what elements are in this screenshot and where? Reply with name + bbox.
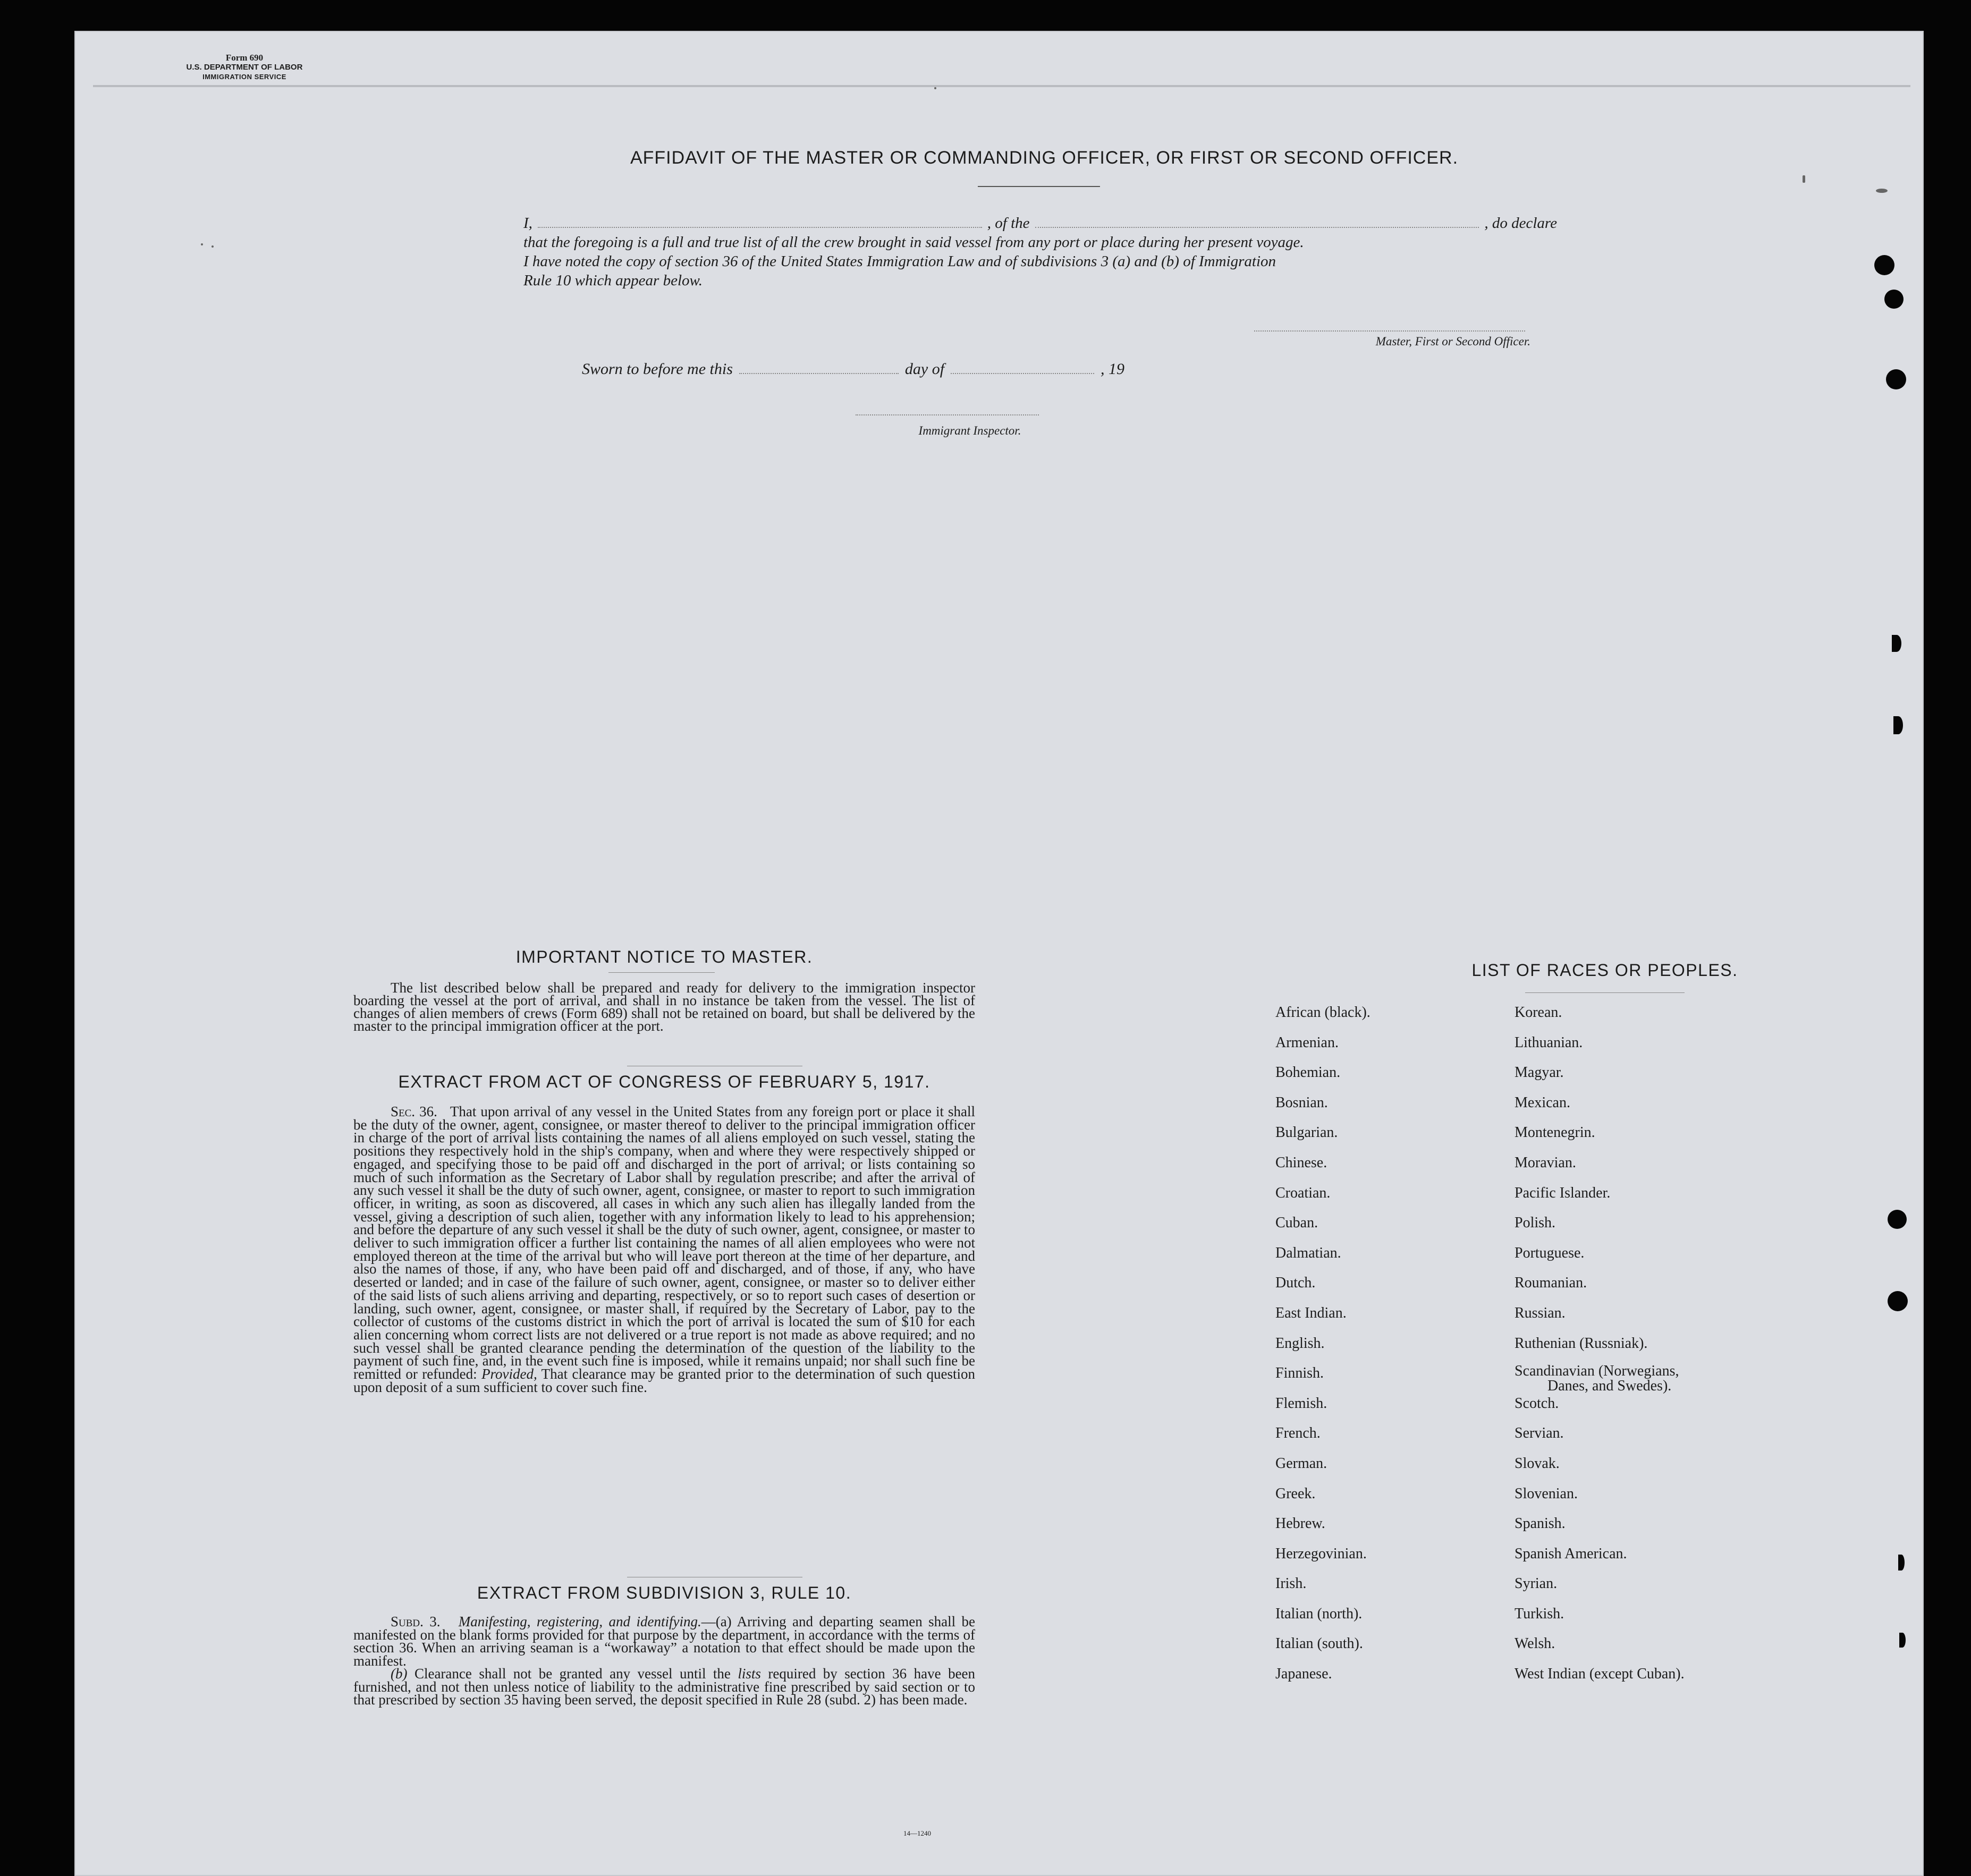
- affidavit-line-1: [523, 214, 1557, 233]
- race-item: Italian (south).: [1275, 1635, 1363, 1652]
- race-item: Japanese.: [1275, 1666, 1332, 1683]
- affidavit-do-declare: , do declare: [1484, 215, 1557, 232]
- para-b-lists: lists: [738, 1666, 761, 1682]
- race-item: Russian.: [1515, 1304, 1566, 1321]
- race-item: Polish.: [1515, 1215, 1556, 1232]
- affidavit-of-the: , of the: [987, 215, 1030, 232]
- affidavit-line-4: Rule 10 which appear below.: [523, 272, 703, 289]
- race-item-line: Danes, and Swedes).: [1547, 1378, 1672, 1395]
- race-item: Servian.: [1515, 1425, 1564, 1442]
- name-blank: [538, 214, 982, 228]
- rule-para-a-text: —(a) Arriving and departing seamen shall be manifested on the blank forms provided for that purpose by the department, in accordance with the terms of section 36. When an arriving seaman is a “workaway” a notation to that effect should be made upon the manifest.: [353, 1614, 975, 1669]
- proviso-word: Provided,: [481, 1366, 537, 1382]
- race-item: Dalmatian.: [1275, 1244, 1341, 1261]
- affidavit-line-3: I have noted the copy of section 36 of the United States Immigration Law and of subdivisions 3 (a) and (b) of Immigration: [523, 253, 1276, 270]
- race-item: Korean.: [1515, 1004, 1562, 1021]
- proviso-text: That clearance may be granted prior to the determination of such question upon deposit of a sum sufficient to cover such fine.: [353, 1366, 976, 1395]
- speck: [201, 243, 203, 245]
- sworn-prefix: Sworn to before me this: [582, 360, 733, 378]
- race-item: Montenegrin.: [1515, 1124, 1595, 1141]
- race-item: Magyar.: [1515, 1064, 1564, 1081]
- para-b-label: (b): [391, 1666, 408, 1682]
- race-item: Slovenian.: [1515, 1485, 1578, 1502]
- rule-extract-title: EXTRACT FROM SUBDIVISION 3, RULE 10.: [477, 1583, 852, 1602]
- sworn-day-of: day of: [904, 360, 945, 378]
- affidavit-line-2: that the foregoing is a full and true list of all the crew brought in said vessel from any port or place during her present voyage.: [523, 234, 1304, 251]
- speck: [934, 87, 936, 89]
- race-item: French.: [1275, 1425, 1321, 1442]
- month-blank: [951, 360, 1094, 374]
- punch-hole: [1898, 1555, 1905, 1571]
- race-item-line: Scandinavian (Norwegians,: [1515, 1363, 1679, 1380]
- punch-hole: [1888, 1210, 1907, 1229]
- affidavit-title: AFFIDAVIT OF THE MASTER OR COMMANDING OFFICER, OR FIRST OR SECOND OFFICER.: [630, 148, 1459, 168]
- race-item: Armenian.: [1275, 1034, 1339, 1051]
- race-item: East Indian.: [1275, 1304, 1347, 1321]
- race-item: Moravian.: [1515, 1154, 1576, 1171]
- form-header: [154, 53, 335, 82]
- affidavit-text: [523, 214, 1557, 290]
- rule-10-text: [353, 1615, 975, 1707]
- race-item: Dutch.: [1275, 1275, 1316, 1292]
- race-item: West Indian (except Cuban).: [1515, 1666, 1685, 1683]
- print-code: 14—1240: [903, 1829, 931, 1837]
- races-list: [1275, 1005, 1966, 1697]
- race-item: Spanish.: [1515, 1515, 1566, 1532]
- rule-para-a: [353, 1615, 975, 1667]
- speck: [1803, 175, 1805, 183]
- race-item: Turkish.: [1515, 1605, 1564, 1622]
- race-item: Cuban.: [1275, 1215, 1318, 1232]
- para-b-pre: Clearance shall not be granted any vessel until the: [414, 1666, 731, 1682]
- section-36-text: [353, 1105, 975, 1394]
- section-label: Sec. 36.: [391, 1103, 437, 1119]
- race-item: Syrian.: [1515, 1575, 1558, 1592]
- para-b-post: required by section 36 have been furnished, and not then unless notice of liability to the administrative fine prescribed by said section or to that prescribed by section 35 having been served, the deposit specified in Rule 28 (subd. 2) has been made.: [353, 1666, 976, 1708]
- race-item: Slovak.: [1515, 1455, 1560, 1472]
- section-36-body: That upon arrival of any vessel in the United States from any foreign port or place it shall be the duty of the owner, agent, consignee, or master thereof to deliver to the principal immigration officer in charge of the port of arrival lists containing the names of all aliens employed on such vessel, stating the positions they respectively hold in the ship's company, when and where they were respectively shipped or engaged, and specifying those to be paid off and discharged in the port of arrival; or lists containing so much of such information as the Secretary of Labor shall by regulation prescribe; and after the arrival of any such vessel it shall be the duty of such owner, agent, consignee, or master to report to such immigration officer, in writing, as soon as discovered, all cases in which any such alien has illegally landed from the vessel, giving a description of such alien, together with any information likely to lead to his apprehension; and before the departure of any such vessel it shall be the duty of such owner, agent, consignee, or master to deliver to such immigration officer a further list containing the names of all alien employees who were not employed thereon at the time of the arrival but who will leave port thereon at the time of her departure, and also the names of those, if any, who have been paid off and discharged, and of those, if any, who have deserted or landed; and in case of the failure of such owner, agent, consignee, or master so to deliver either of the said lists of such aliens arriving and departing, respectively, or so to report such cases of desertion or landing, such owner, agent, consignee, or master shall, if required by the Secretary of Labor, pay to the collector of customs of the customs district in which the port of arrival is located the sum of $10 for each alien concerning whom correct lists are not delivered or a true report is not made as above required; and no such vessel shall be granted clearance pending the determination of the question of the liability to the payment of such fine, and, in the event such fine is imposed, while it remains unpaid; nor shall such fine be remitted or refunded:: [353, 1103, 976, 1382]
- race-item: English.: [1275, 1335, 1325, 1352]
- service-name: IMMIGRATION SERVICE: [202, 73, 286, 81]
- race-item: Bohemian.: [1275, 1064, 1341, 1081]
- race-item: Bulgarian.: [1275, 1124, 1338, 1141]
- race-item: Irish.: [1275, 1575, 1307, 1592]
- subd-label: Subd. 3.: [391, 1614, 441, 1629]
- race-item: Herzegovinian.: [1275, 1545, 1367, 1562]
- race-item: Hebrew.: [1275, 1515, 1325, 1532]
- title-rule: [978, 186, 1100, 187]
- vessel-blank: [1035, 214, 1479, 228]
- punch-hole: [1899, 1633, 1906, 1648]
- notice-title: IMPORTANT NOTICE TO MASTER.: [515, 947, 813, 966]
- races-rule: [1525, 992, 1685, 993]
- race-item: German.: [1275, 1455, 1327, 1472]
- speck: [1876, 189, 1888, 193]
- race-item: Greek.: [1275, 1485, 1316, 1502]
- punch-hole: [1874, 255, 1894, 275]
- day-blank: [739, 360, 899, 374]
- race-item: Pacific Islander.: [1515, 1184, 1611, 1201]
- punch-hole: [1892, 635, 1901, 652]
- race-item: Croatian.: [1275, 1184, 1331, 1201]
- race-item: Welsh.: [1515, 1635, 1555, 1652]
- master-signature-label: Master, First or Second Officer.: [1375, 335, 1530, 348]
- race-item: Spanish American.: [1515, 1545, 1627, 1562]
- subd-heading: Manifesting, registering, and identifying.: [458, 1614, 701, 1629]
- sworn-line: [582, 360, 1124, 378]
- race-item: Chinese.: [1275, 1154, 1327, 1171]
- inspector-signature-line: [856, 414, 1039, 415]
- master-signature-line: [1254, 330, 1525, 332]
- race-item: [1515, 1364, 1966, 1396]
- affidavit-i: I,: [523, 215, 532, 232]
- punch-hole: [1893, 716, 1903, 734]
- notice-text: The list described below shall be prepared and ready for delivery to the immigration inspector boarding the vessel at the port of arrival, and shall in no instance be taken from the vessel. The list of changes of alien members of crews (Form 689) shall not be retained on board, but shall be delivered by the master to the principal immigration officer at the port.: [353, 980, 975, 1034]
- race-item: Portuguese.: [1515, 1244, 1585, 1261]
- race-item: Roumanian.: [1515, 1275, 1587, 1292]
- race-item: Flemish.: [1275, 1395, 1327, 1412]
- race-item: Italian (north).: [1275, 1605, 1363, 1622]
- race-item: African (black).: [1275, 1004, 1371, 1021]
- punch-hole: [1888, 1291, 1908, 1311]
- race-item: Scotch.: [1515, 1395, 1559, 1412]
- punch-hole: [1886, 369, 1906, 389]
- race-item: Bosnian.: [1275, 1094, 1328, 1111]
- race-item: Mexican.: [1515, 1094, 1570, 1111]
- page-fold-edge: [93, 85, 1910, 87]
- department-name: U.S. DEPARTMENT OF LABOR: [186, 63, 303, 72]
- form-number: Form 690: [225, 53, 264, 63]
- race-item: Finnish.: [1275, 1365, 1324, 1382]
- notice-rule: [608, 972, 715, 973]
- inspector-label: Immigrant Inspector.: [918, 424, 1021, 437]
- rule-para-b: [353, 1667, 975, 1707]
- punch-hole: [1884, 290, 1904, 309]
- speck: [212, 245, 214, 248]
- sworn-year: , 19: [1101, 360, 1125, 378]
- act-extract-title: EXTRACT FROM ACT OF CONGRESS OF FEBRUARY 5, 1917.: [398, 1072, 930, 1091]
- race-item: Ruthenian (Russniak).: [1515, 1335, 1648, 1352]
- races-title: LIST OF RACES OR PEOPLES.: [1471, 961, 1738, 980]
- race-item: Lithuanian.: [1515, 1034, 1583, 1051]
